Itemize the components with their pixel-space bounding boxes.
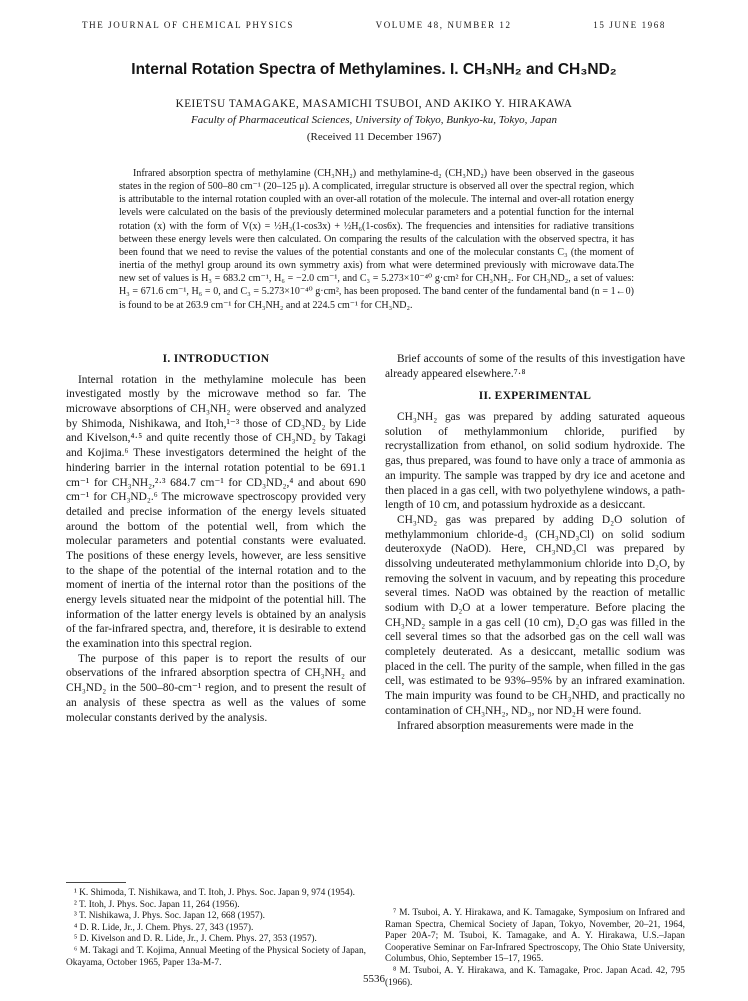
paragraph: CH₃ND₂ gas was prepared by adding D₂O solution of methylammonium chloride-d₃ (CH₃ND₃Cl) on solid sodium deuteroxyde (NaOD). Here, CH₃ND₃Cl was prepared by dissolving undeuterated methylammonium chloride into D₂O, by removing the solvent in vacuum, and by repeating this procedure several times. NaOD was obtained by the reaction of metallic sodium with D₂O at a lower temperature. Before placing the CH₃ND₂ sample in a gas cell (10 cm), D₂O gas was filled in the cell several times so that the adsorbed gas on the cell wall was completely deuterated. As a desiccant, metallic sodium was placed in the cell. The purity of the sample, when filled in the gas cell, was estimated to be 93%–95% by an infrared examination. The main impurity was found to be CH₃NHD, and practically no contamination of CH₃NH₂, ND₃, nor ND₂H were found. — [385, 513, 685, 717]
paragraph: The purpose of this paper is to report the results of our observations of the infrared absorption spectra of CH₃NH₂ and CH₃ND₂ in the 500–80-cm⁻¹ region, and to present the result of an analysis of these spectra as well as the values of some molecular constants derived by the analysis. — [66, 652, 366, 724]
paragraph: Brief accounts of some of the results of this investigation have already appeared elsewhere.⁷·⁸ — [385, 353, 685, 380]
author-list: KEIETSU TAMAGAKE, MASAMICHI TSUBOI, AND AKIKO Y. HIRAKAWA — [175, 98, 573, 110]
footnote: ³ T. Nishikawa, J. Phys. Soc. Japan 12, 668 (1957). — [74, 911, 265, 922]
journal-name: THE JOURNAL OF CHEMICAL PHYSICS — [82, 20, 294, 30]
running-head — [82, 20, 666, 34]
footnote: ² T. Itoh, J. Phys. Soc. Japan 11, 264 (1956). — [74, 899, 240, 910]
paragraph: CH₃NH₂ gas was prepared by adding saturated aqueous solution of methylammonium chloride, purified by recrystallization from ethanol, on solid sodium hydroxide. The gas, thus prepared, was found to have only a trace of ammonia as an impurity. The sample was trapped by dry ice and acetone and then placed in a gas cell, with two polyethylene windows, a path-length of 10 cm, and potassium hydroxide as a desiccant. — [385, 411, 685, 512]
footnote: ⁴ D. R. Lide, Jr., J. Chem. Phys. 27, 343 (1957). — [74, 922, 254, 933]
abstract: Infrared absorption spectra of methylamine (CH₃NH₂) and methylamine-d₂ (CH₃ND₂) have been observed in the gaseous states in the region of 500–80 cm⁻¹ (20–125 μ). A complicated, irregular structure is observed all over the spectral region, which is attributable to the internal rotation coupled with an over-all rotation of the molecule. The internal and over-all rotation energy levels were calculated on the basis of the previously determined molecular parameters and a potential function for the internal rotation (x) with the form of V(x) = ½H₃(1-cos3x) + ½H₆(1-cos6x). The frequencies and intensities for radiative transitions between these energy levels were then calculated. On comparing the results of the calculation with the observed spectra, it has been found that we need to revise the values of the potential constants and one of the molecular constants C₃ (the moment of inertia of the methyl group around its own symmetry axis) from what were determined previously with microwave data.The new set of values is H₃ = 683.2 cm⁻¹, H₆ = −2.0 cm⁻¹, and C₃ = 5.273×10⁻⁴⁰ g·cm² for CH₃NH₂. For CH₃ND₂, a set of values: H₃ = 671.6 cm⁻¹, H₆ = 0, and C₃ = 5.273×10⁻⁴⁰ g·cm², has been proposed. The band center of the fundamental band (n = 1←0) is found to be at 263.9 cm⁻¹ for CH₃NH₂ and at 224.5 cm⁻¹ for CH₃ND₂. — [119, 168, 634, 311]
footnote: ⁷ M. Tsuboi, A. Y. Hirakawa, and K. Tamagake, Symposium on Infrared and Raman Spectra, Chemical Society of Japan, Tokyo, November, 20–21, 1964, Paper 20A-7; M. Tsuboi, K. Tamagake, and A. Y. Hirakawa, U.S.–Japan Cooperative Seminar on Far-Infrared Spectroscopy, The Ohio State University, Columbus, Ohio, September 15–17, 1965. — [385, 908, 685, 965]
footnote-rule — [66, 882, 126, 883]
left-column — [66, 352, 366, 725]
received-date: (Received 11 December 1967) — [306, 131, 442, 143]
affiliation: Faculty of Pharmaceutical Sciences, University of Tokyo, Bunkyo-ku, Tokyo, Japan — [190, 114, 558, 126]
footnote: ⁸ M. Tsuboi, A. Y. Hirakawa, and K. Tamagake, Proc. Japan Acad. 42, 795 (1966). — [385, 965, 685, 988]
page-number: 5536 — [363, 973, 385, 985]
issue-date: 15 JUNE 1968 — [593, 20, 666, 30]
footnote: ⁶ M. Takagi and T. Kojima, Annual Meeting of the Physical Society of Japan, Okayama, October 1965, Paper 13a-M-7. — [66, 945, 366, 968]
section-heading-experimental: II. EXPERIMENTAL — [478, 390, 592, 403]
footnotes-left — [66, 888, 366, 969]
paragraph: Infrared absorption measurements were made in the — [397, 719, 634, 732]
footnote: ¹ K. Shimoda, T. Nishikawa, and T. Itoh, J. Phys. Soc. Japan 9, 974 (1954). — [74, 888, 356, 898]
right-column — [385, 352, 685, 733]
article-title: Internal Rotation Spectra of Methylamines. I. CH₃NH₂ and CH₃ND₂ — [131, 61, 617, 78]
footnote: ⁵ D. Kivelson and D. R. Lide, Jr., J. Chem. Phys. 27, 353 (1957). — [74, 934, 317, 945]
section-heading-introduction: I. INTRODUCTION — [162, 353, 270, 365]
paragraph: Internal rotation in the methylamine molecule has been investigated mostly by the microwave method so far. The microwave absorptions of CH₃NH₂ were observed and analyzed by Shimoda, Nishikawa, and Itoh,¹⁻³ those of CD₃ND₂ by Lide and Kivelson,⁴·⁵ and quite recently those of CH₃ND₂ by Takagi and Kojima.⁶ These investigators determined the height of the hindering barrier in the internal rotation potential to be 691.1 cm⁻¹ for CH₃NH₂,²·³ 684.7 cm⁻¹ for CD₃ND₂,⁴ and about 690 cm⁻¹ for CH₃ND₂.⁶ The microwave spectroscopy provided very detailed and precise information of the energy levels situated around the bottom of the potential well, from which the molecular parameters and potential constants were evaluated. The positions of these energy levels, however, are less sensitive to the shape of the potential of the internal rotation and to the moment of inertia of the internal rotor than the positions of the energy levels situated near the midpoint of the potential hill. The information of the latter energy levels is obtained by an analysis of the far-infrared spectra, and, therefore, it is desirable to extend the examination into this spectral region. — [66, 373, 366, 651]
volume-number: VOLUME 48, NUMBER 12 — [375, 20, 512, 30]
